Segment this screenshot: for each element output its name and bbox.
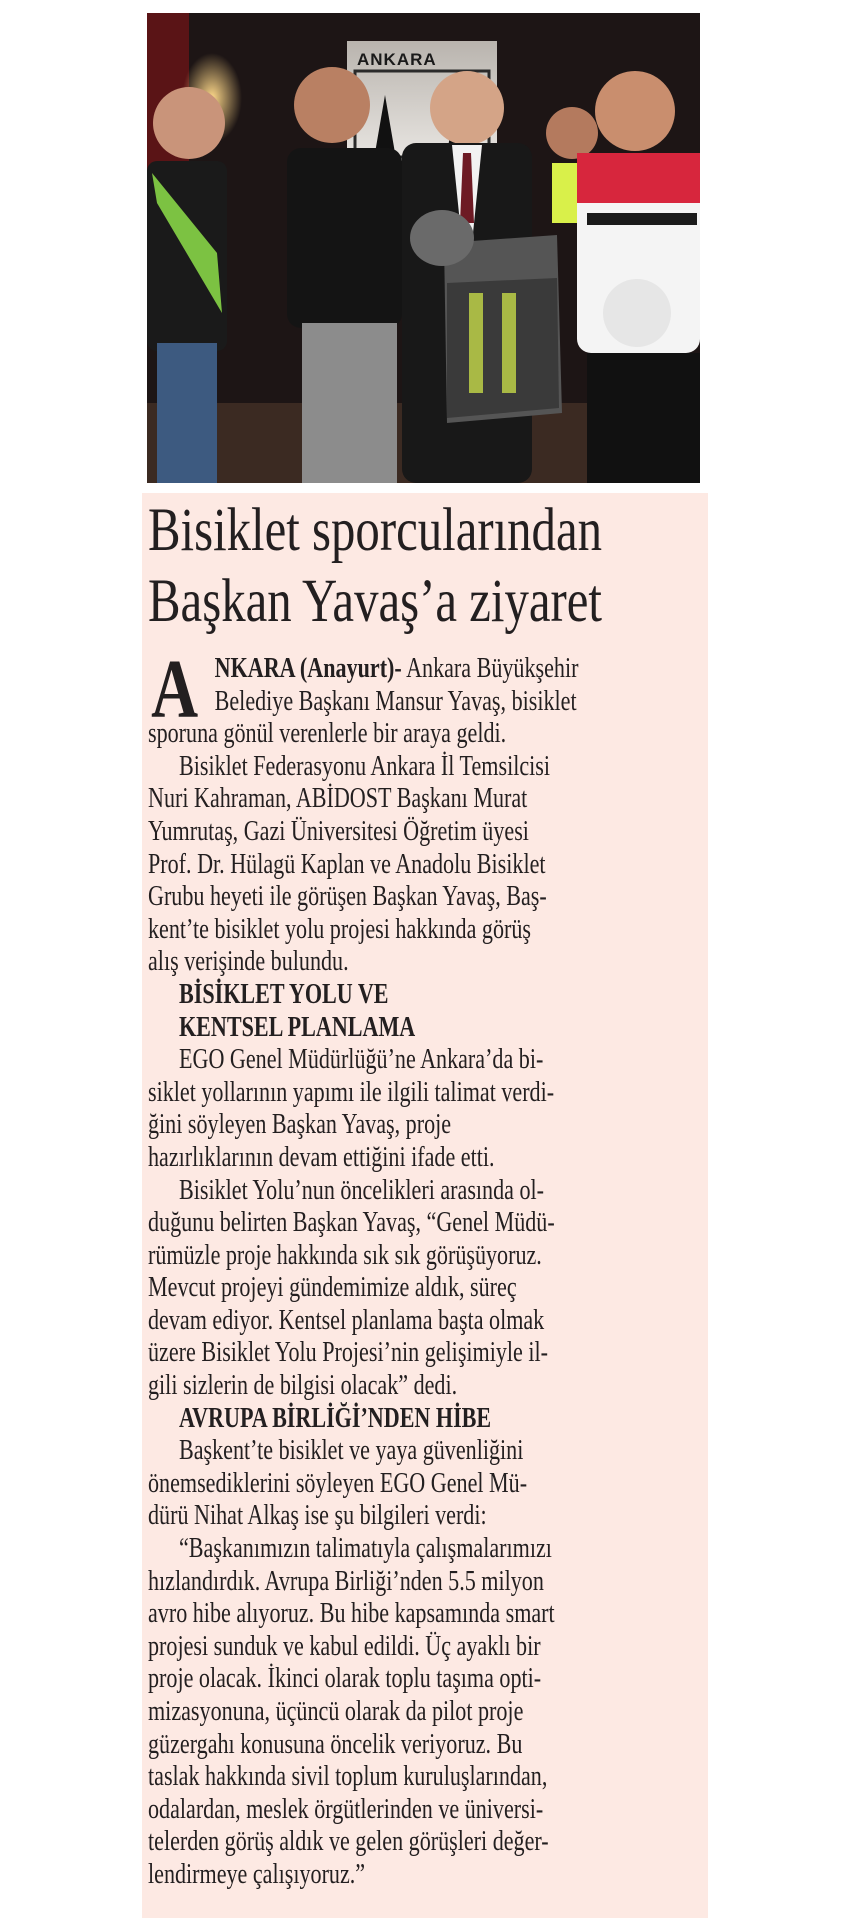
body-line: Başkent’te bisiklet ve yaya güvenliğini: [179, 1435, 524, 1467]
body-line: sporuna gönül verenlerle bir araya geldi.: [148, 718, 507, 750]
body-line: telerden görüş aldık ve gelen görüşleri değer-: [148, 1826, 549, 1858]
body-line: Prof. Dr. Hülagü Kaplan ve Anadolu Bisiklet: [148, 848, 546, 880]
body-line: ğini söyleyen Başkan Yavaş, proje: [148, 1109, 452, 1141]
body-line: siklet yollarının yapımı ile ilgili talimat verdi-: [148, 1076, 555, 1108]
white-helmet-icon: [603, 279, 671, 347]
lead-text: Ankara Büyükşehir: [401, 653, 579, 684]
body-line: Nuri Kahraman, ABİDOST Başkanı Murat: [148, 783, 528, 815]
body-line: üzere Bisiklet Yolu Projesi’nin gelişimiyle il-: [148, 1337, 549, 1369]
body-line: gili sizlerin de bilgisi olacak” dedi.: [148, 1370, 458, 1402]
body-line: lendirmeye çalışıyoruz.”: [148, 1858, 366, 1890]
body-line: duğunu belirten Başkan Yavaş, “Genel Müdü-: [148, 1207, 555, 1239]
body-line: önemsediklerini söyleyen EGO Genel Mü-: [148, 1467, 528, 1499]
body-line: Grubu heyeti ile görüşen Başkan Yavaş, Baş-: [148, 881, 547, 913]
lead-line: [148, 653, 691, 686]
body-line: Bisiklet Yolu’nun öncelikleri arasında ol-: [179, 1174, 545, 1206]
body-lines: [148, 686, 691, 1892]
body-line: kent’te bisiklet yolu projesi hakkında görüş: [148, 913, 531, 945]
headline-line-1: Bisiklet sporcularından: [148, 497, 603, 564]
body-line: avro hibe alıyoruz. Bu hibe kapsamında smart: [148, 1598, 555, 1630]
body-line: alış verişinde bulundu.: [148, 946, 349, 978]
body-line: devam ediyor. Kentsel planlama başta olmak: [148, 1304, 545, 1336]
body-line: rümüzle proje hakkında sık sık görüşüyoruz.: [148, 1239, 542, 1271]
dateline: NKARA (Anayurt)-: [214, 653, 402, 684]
body-line: Mevcut projeyi gündemimize aldık, süreç: [148, 1272, 517, 1304]
body-line: hızlandırdık. Avrupa Birliği’nden 5.5 milyon: [148, 1565, 544, 1597]
body-line: proje olacak. İkinci olarak toplu taşıma opti-: [148, 1663, 542, 1695]
body-line: EGO Genel Müdürlüğü’ne Ankara’da bi-: [179, 1044, 544, 1076]
article-photo: [147, 13, 700, 483]
photo-illustration: [147, 13, 700, 483]
body-line: dürü Nihat Alkaş ise şu bilgileri verdi:: [148, 1500, 487, 1532]
subheading: AVRUPA BİRLİĞİ’NDEN HİBE: [179, 1402, 492, 1434]
body-line: odalardan, meslek örgütlerinden ve üniversi-: [148, 1793, 544, 1825]
article-box: [142, 493, 708, 1918]
sign-text: ANKARA: [357, 50, 437, 69]
body-line: Bisiklet Federasyonu Ankara İl Temsilcisi: [179, 750, 551, 782]
body-line: Belediye Başkanı Mansur Yavaş, bisiklet: [214, 685, 577, 717]
body-line: taslak hakkında sivil toplum kuruluşlarından,: [148, 1761, 548, 1793]
headline-line-2: Başkan Yavaş’a ziyaret: [148, 568, 602, 635]
helmet-icon: [410, 210, 474, 266]
body-line: “Başkanımızın talimatıyla çalışmalarımızı: [179, 1533, 552, 1565]
subheading: KENTSEL PLANLAMA: [179, 1011, 416, 1043]
dropcap: A: [151, 643, 199, 736]
body-line: mizasyonuna, üçüncü olarak da pilot proje: [148, 1696, 524, 1727]
body-line: Yumrutaş, Gazi Üniversitesi Öğretim üyesi: [148, 815, 529, 847]
article-body: [148, 643, 691, 1892]
body-line: güzergahı konusuna öncelik veriyoruz. Bu: [148, 1728, 523, 1760]
subheading: BİSİKLET YOLU VE: [179, 978, 389, 1010]
body-line: hazırlıklarının devam ettiğini ifade etti.: [148, 1141, 495, 1173]
body-line: projesi sunduk ve kabul edildi. Üç ayaklı bir: [148, 1630, 541, 1662]
headline: [148, 495, 603, 637]
